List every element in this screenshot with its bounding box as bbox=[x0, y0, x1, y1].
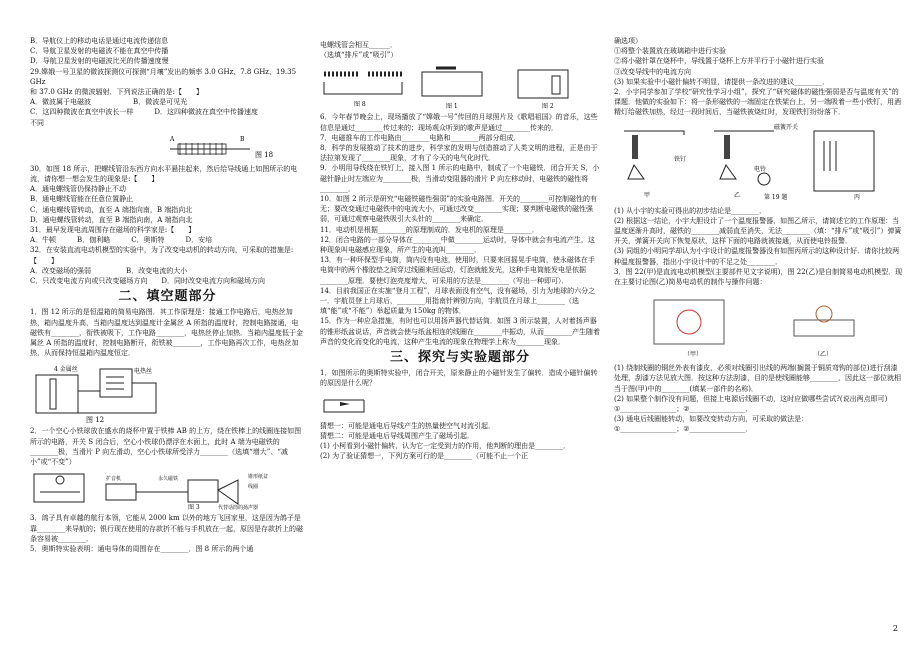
fill-question-2 bbox=[30, 426, 305, 467]
text-line: A．改变磁场的强弱 B．改变电流的大小 bbox=[30, 266, 188, 275]
text-line: 9．小明用导线绕在铁钉上，接入图 1 所示的电路中，制成了一个电磁铁．闭合开关 S，小磁针静止时左端应为________极，当滑动变阻器的滑片 P 向左移动时，电磁铁的磁性将________． bbox=[320, 164, 600, 193]
text-line: C．导航卫星发射的电磁波不能在真空中传播 bbox=[30, 47, 169, 56]
text-line: 7．电磁推车的工作电路由________电路和________两部分组成． bbox=[320, 133, 521, 142]
text-line: A．微波属于电磁波 B．微波是可见光 bbox=[30, 98, 188, 107]
section-experiment: 三、探究与实验题部分 bbox=[389, 350, 530, 366]
text-line: B．导航仪上的移动电话是通过电流传递信息 bbox=[30, 37, 169, 45]
fig3-label-amp: 扩音机 bbox=[106, 476, 122, 483]
text-line: 和 37.0 GHz 的微波辐射．下列说法正确的是:【 】 bbox=[30, 88, 204, 97]
text-line: 电螺线管会相互______． bbox=[320, 41, 397, 49]
text-line: C．只改变电流方向或只改变磁场方向 D．同时改变电流方向和磁场方向 bbox=[30, 277, 265, 286]
text-line: C．这四种微波在真空中波长一样 D．这四种微波在真空中传播速度 bbox=[30, 108, 258, 117]
text-line: （选填“排斥”或“吸引”） bbox=[320, 51, 398, 60]
figures-row bbox=[30, 470, 305, 510]
text-line: (3) 如果实验中小磁针偏转不明显，请提供一条改进的建议________． bbox=[614, 77, 830, 86]
figure-3 bbox=[98, 470, 298, 510]
fig3-label-coil: 线圈 bbox=[248, 484, 259, 491]
fill-question-1 bbox=[30, 307, 305, 358]
figure-19 bbox=[614, 121, 894, 203]
text-line: A．通电螺线管仍保持静止不动 bbox=[30, 185, 127, 194]
text-line: 10．如图 2 所示是研究“电磁铁磁性强弱”的实验电路图．开关的________可控制磁性的有无；要改变通过电磁铁中的电流大小，可通过改变________实现；要判断电磁铁的磁性强弱，可通过观察电磁铁吸引大头针的________来确定． bbox=[320, 195, 597, 224]
fig3-label-cone: 锥形纸盆 bbox=[248, 474, 269, 481]
questions-28-32 bbox=[30, 36, 305, 128]
text-line: 猜想二：可能是通电后导线周围产生了磁场引起． bbox=[320, 431, 474, 440]
text-line: (2) 如果整个制作没有问题，但接上电源后线圈不动，这时应做哪些尝试?(说出两点即可) bbox=[614, 394, 888, 403]
text-line: A．牛顿 B．伽利略 C．奥斯特 D．安培 bbox=[30, 236, 213, 245]
text-line: 不同 bbox=[30, 118, 44, 127]
text-line: D．导航卫星发射的电磁波比光的传播速度慢 bbox=[30, 57, 169, 66]
fig3-caption: 图 3 bbox=[188, 504, 200, 511]
text-line: (3) 同组的小明同学却认为小宇设计的温度报警器没有如图丙所示的这种设计好．请你比较两种温度报警器，指出小宇设计中的不足之处________． bbox=[614, 247, 900, 266]
text-line: 3．图 22(甲)是直流电动机模型(主要部件见文字说明)，图 22(乙)是自制简易电动机模型．现在主要讨论图(乙)简易电动机的制作与操作问题： bbox=[614, 267, 903, 287]
text-line: 32．在安装直流电动机模型的实验中，为了改变电动机的转动方向，可采取的措施是:【 】 bbox=[30, 246, 294, 265]
fig19-label-jia: 甲 bbox=[644, 191, 651, 199]
section-fill-in: 二、填空题部分 bbox=[118, 289, 217, 305]
text-line: C．通电螺线管转动，直至 A 端指向南，B 端指向北 bbox=[30, 205, 193, 214]
figure-iron-ball bbox=[30, 470, 90, 506]
column-left bbox=[30, 36, 305, 554]
page-number: 2 bbox=[892, 624, 898, 633]
fig22-label-jia: （甲） bbox=[684, 351, 703, 359]
text-line: (2) 根据这一结论，小宇大胆设计了一个温度报警器，如图乙所示，请简述它的工作原理：当温度逐渐升高时，磁铁的________减弱直至消失，无法________（填：“排斥”或“吸引”）弹簧开关，弹簧开关向下恢复原状，这样下面的电路就被接通，从而使电铃报警． bbox=[614, 216, 902, 246]
questions-30-32 bbox=[30, 164, 305, 286]
fig19-label-bell: 电铃 bbox=[754, 165, 767, 173]
fig3-label-speaker: 代替话筒的扬声器 bbox=[218, 505, 259, 511]
text-line: 15．作为一种应急措施，有时也可以用扬声器代替话筒．如图 3 所示装置，人对着扬声器的锥形纸盆说话，声音就会使与纸盆相连的线圈在________中振动，从而________产生随着声音的变化而变化的电流，这种产生电流的现象在物理学上称为________现象． bbox=[320, 317, 600, 346]
text-line: 29.嫦娥一号卫星的微波探测仪可探测“月壤”发出的频率 3.0 GHz、7.8 GHz、19.35 GHz bbox=[30, 67, 297, 86]
fig12-label-heater: 电热丝 bbox=[134, 368, 153, 376]
experiment-question-3 bbox=[614, 363, 904, 434]
fig1-caption: 图 1 bbox=[446, 103, 458, 111]
fig8-caption: 图 8 bbox=[354, 101, 366, 109]
experiment-question-2 bbox=[614, 206, 904, 288]
text-line: 3．鸽子具有卓越的航行本领，它能从 2000 km 以外的地方飞回家里，这是因为鸽子是靠________来导航的；银行现在使用的存款折不能与手机放在一起，原因是存款折上的磁条容易被________． bbox=[30, 514, 303, 543]
text-line: (3) 通电后线圈能转动，如要改变转动方向，可采取的做法是： bbox=[614, 415, 809, 424]
text-line: 2．小宇同学参加了学校“研究性学习小组”，探究了“研究磁体的磁性强弱是否与温度有关”的课题．他做的实验如下：将一条形磁铁的一端固定在铁架台上，另一端吸着一些小铁钉，用酒精灯给磁铁加热，经过一段时间后，当磁铁被烧红时，发现铁钉纷纷落下． bbox=[614, 88, 901, 117]
figure-8 bbox=[320, 62, 410, 110]
fig19-label-reed: 磁簧开关 bbox=[774, 123, 799, 131]
text-line: (1) 小柯看到小磁针偏转，认为它一定受到力的作用，他判断的理由是________． bbox=[320, 442, 571, 451]
text-line: ①将整个装置放在玻璃箱中进行实验 bbox=[614, 47, 726, 56]
text-line: 1．图 12 所示的是恒温箱的简易电路图．其工作原理是：接通工作电路后，电热丝加热，箱内温度升高，当箱内温度达到温度计金属丝 A 所指的温度时，控制电路接通，电磁铁有________，衔铁被吸下，工作电路________，电热丝停止加热．当箱内温度低于金属丝 A 所指的温度时，控制电路断开，衔铁被________，工作电路再次工作，电热丝加热，从而保持恒温箱内温度恒定． bbox=[30, 308, 303, 358]
text-line: 11．电动机是根据________的原理制成的．发电机的原理是________． bbox=[320, 225, 539, 234]
fig19-caption: 第 19 题 bbox=[764, 193, 788, 201]
text-line: ③改变导线中的电流方向 bbox=[614, 67, 691, 76]
text-line: (2) 为了验证猜想一，下列方案可行的是________（可能不止一个正 bbox=[320, 452, 529, 461]
text-line: 6．今年春节晚会上，现场播放了“嫦娥一号”传回的月球照片及《歌唱祖国》的音乐，这些信息是通过________传过来的；现场观众听到的歌声是通过________传来的． bbox=[320, 113, 598, 132]
figure-1 bbox=[416, 62, 506, 110]
figure-12 bbox=[30, 361, 170, 423]
fig19-label-bing: 丙 bbox=[854, 193, 861, 201]
text-line: 30．如图 18 所示，把螺线管沿东西方向水平悬挂起来，然后给导线通上如图所示的电流，请你想一想会发生的现象是:【 】 bbox=[30, 164, 298, 184]
figure-18 bbox=[30, 131, 300, 161]
fig12-label-wire: 4 金属丝 bbox=[54, 366, 78, 374]
fill-questions-3-5 bbox=[30, 513, 305, 554]
experiment-question-1 bbox=[320, 368, 600, 388]
text-line: 14．目前我国正在实施“登月工程”，月球表面没有空气，没有磁场，引力为地球的六分之一．宇航员登上月球后，________用指南针辨别方向，宇航员在月球上________（选填“能”或“不能”）举起质量为 150kg 的物体． bbox=[320, 286, 596, 316]
experiment-question-1-cont bbox=[614, 36, 904, 118]
fig22-label-yi: （乙） bbox=[814, 351, 833, 359]
figures-row-2 bbox=[320, 62, 600, 110]
text-line: ①________________；②________________． bbox=[614, 405, 753, 414]
text-line: ①________________；②________________． bbox=[614, 425, 753, 434]
text-line: (1) 从小宇的实验可得出的初步结论是________． bbox=[614, 206, 767, 215]
figure-22 bbox=[614, 290, 894, 360]
figure-2 bbox=[512, 62, 592, 110]
text-line: (1) 绕制线圈的铜丝外表有漆皮，必须对线圈引出线的两端(搁置于铜质弯钩的部位)进行刮漆处理，刮漆方法见放大图．按这种方法刮漆，目的是使线圈能够________，因此这一部位就相当于图(甲)中的________(填某一部件的名称)． bbox=[614, 364, 901, 393]
fig18-caption: 图 18 bbox=[255, 150, 274, 159]
text-line: 12．闭合电路的一部分导体在________中做________运动时，导体中就会有电流产生，这种现象叫电磁感应现象，所产生的电流叫________． bbox=[320, 235, 595, 255]
figure-oersted bbox=[320, 392, 380, 418]
fig19-label-yi: 乙 bbox=[734, 191, 741, 199]
fig18-label-a: A bbox=[170, 135, 175, 143]
fig19-label-nail: 铁钉 bbox=[674, 155, 687, 163]
text-line: ②将小磁针罩在烧杯中，导线置于烧杯上方并平行于小磁针进行实验 bbox=[614, 57, 824, 66]
column-middle bbox=[320, 40, 600, 462]
experiment-hypotheses bbox=[320, 421, 600, 462]
text-line: 1．如图所示的奥斯特实验中，闭合开关，原来静止的小磁针发生了偏转．造成小磁针偏转的原因是什么呢？ bbox=[320, 369, 598, 388]
text-line: B．通电螺线管能在任意位置静止 bbox=[30, 195, 134, 204]
text-line: 2．一个空心小铁球放在盛水的烧杯中置于铁棒 AB 的上方，绕在铁棒上的线圈连接如图所示的电路，开关 S 闭合后，空心小铁球仍漂浮在水面上，此时 A 端为电磁铁的________极，当滑片 P 向左滑动，空心小铁球所受浮力________（选填“增大”、“减小”或“不变”） bbox=[30, 427, 302, 467]
text-line: 5．奥斯特实验表明：通电导体的周围存在________．图 8 所示的两个通 bbox=[30, 544, 254, 553]
text-line: 猜想一：可能是通电后导线产生的热量使空气对流引起． bbox=[320, 421, 495, 430]
text-line: 确选项） bbox=[614, 37, 642, 45]
fig2-caption: 图 2 bbox=[542, 103, 554, 111]
text-line: 13．有一种环保型手电筒，筒内没有电池，使用时，只要来回摇晃手电筒，使永磁体在手电筒中的两个橡胶垫之间穿过线圈来回运动，灯泡就能发光，这种手电筒能发电是依据________原理．要使灯泡亮度增大，可采用的方法是________（写出一种即可）． bbox=[320, 256, 595, 285]
text-line: 31．最早发现电流周围存在磁场的科学家是:【 】 bbox=[30, 226, 196, 235]
fill-questions-6-15 bbox=[320, 112, 600, 347]
text-line: D．通电螺线管转动，直至 B 端指向南，A 端指向北 bbox=[30, 215, 193, 224]
text-line: 8．科学的发展推动了技术的进步，科学家的发明与创造推动了人类文明的进程，正是由于法拉第发现了________现象，才有了今天的电气化时代． bbox=[320, 144, 598, 163]
fig12-caption: 图 12 bbox=[86, 416, 105, 424]
question-5-cont bbox=[320, 40, 600, 60]
fig3-label-magnet: 永久磁铁 bbox=[158, 476, 179, 483]
column-right bbox=[614, 36, 904, 435]
fig18-label-b: B bbox=[240, 135, 245, 143]
